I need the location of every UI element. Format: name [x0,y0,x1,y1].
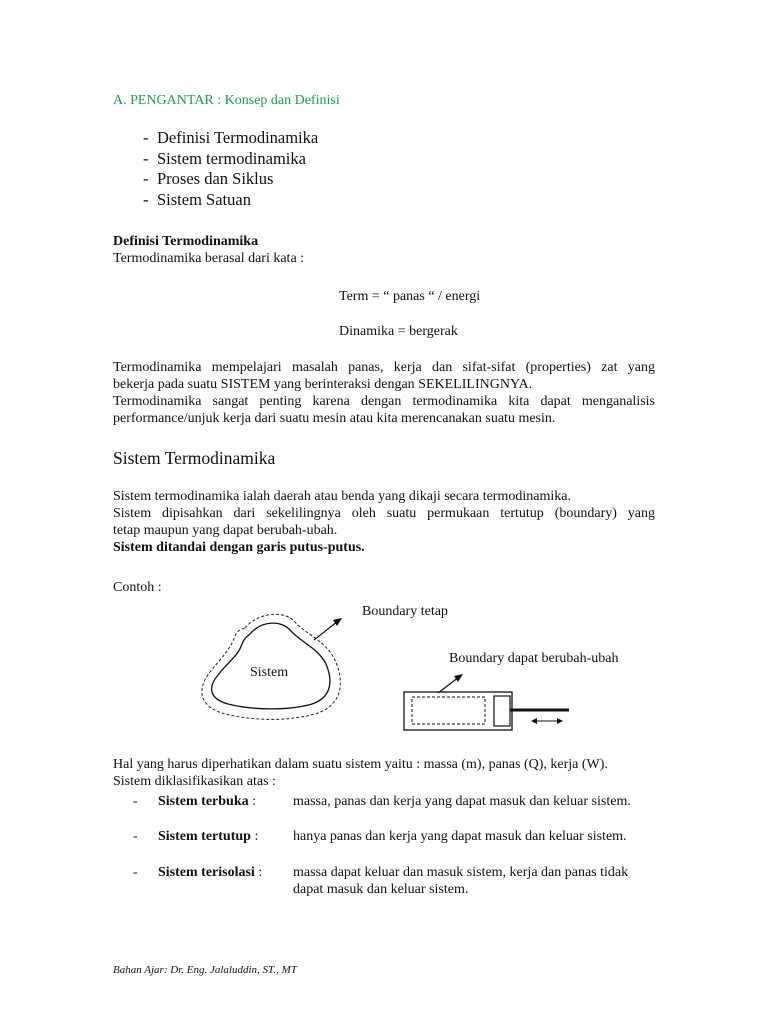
klasifikasi-intro-2: Sistem diklasifikasikan atas : [113,774,276,789]
solid-boundary [212,623,330,709]
paragraph-line: performance/unjuk kerja dari suatu mesin atau kita merencanakan suatu mesin. [113,411,556,426]
topic-label: Sistem Satuan [157,190,251,210]
classification-desc: massa dapat keluar dan masuk sistem, kerja dan panas tidak dapat masuk dan keluar sistem. [293,865,629,897]
definisi-intro: Termodinamika berasal dari kata : [113,251,305,266]
dinamika-equation: Dinamika = bergerak [339,324,458,339]
list-dash: - [143,169,149,189]
paragraph-line: bekerja pada suatu SISTEM yang berinteraksi dengan SEKELILINGNYA. [113,377,533,392]
section-heading: A. PENGANTAR : Konsep dan Definisi [113,93,340,108]
boundary-ubah-label: Boundary dapat berubah-ubah [449,651,619,666]
boundary-tetap-label: Boundary tetap [362,604,448,619]
classification-term: Sistem tertutup : [158,829,259,844]
piston [494,696,510,726]
arrowhead-left [531,718,537,724]
paragraph-line: Sistem dipisahkan dari sekelilingnya oleh suatu permukaan tertutup (boundary) yang [113,506,655,521]
term-equation: Term = “ panas “ / energi [339,289,481,304]
classification-desc: massa, panas dan kerja yang dapat masuk dan keluar sistem. [293,794,631,809]
paragraph-line: Termodinamika sangat penting karena dengan termodinamika kita dapat menganalisis [113,394,655,409]
arrowhead-right [557,718,563,724]
classification-term: Sistem terisolasi : [158,865,263,880]
sistem-label: Sistem [250,665,289,680]
arrowhead [454,674,463,682]
contoh-label: Contoh : [113,580,162,595]
list-dash: - [133,829,138,844]
arrow-line [438,677,459,693]
list-dash: - [143,128,149,147]
topic-label: Sistem termodinamika [157,148,306,168]
paragraph-line: tetap maupun yang dapat berubah-ubah. [113,523,338,538]
paragraph-line: Termodinamika mempelajari masalah panas, kerja dan sifat-sifat (properties) zat yang [113,360,655,375]
dashed-region [412,697,485,724]
dashed-boundary [202,614,341,719]
list-dash: - [143,190,149,210]
list-dash: - [143,148,149,168]
sistem-bold-line: Sistem ditandai dengan garis putus-putus. [113,540,365,555]
definisi-heading: Definisi Termodinamika [113,234,259,249]
list-dash: - [133,794,138,809]
classification-desc: hanya panas dan kerja yang dapat masuk dan keluar sistem. [293,829,627,844]
arrow-line [314,621,338,640]
arrowhead [333,618,342,626]
sistem-heading: Sistem Termodinamika [113,448,276,468]
paragraph-line: Sistem termodinamika ialah daerah atau benda yang dikaji secara termodinamika. [113,489,571,504]
klasifikasi-intro: Hal yang harus diperhatikan dalam suatu sistem yaitu : massa (m), panas (Q), kerja (W). [113,757,608,772]
topic-label: Definisi Termodinamika [157,128,319,147]
list-dash: - [133,865,138,880]
topic-label: Proses dan Siklus [157,169,274,189]
classification-term: Sistem terbuka : [158,794,257,809]
footer-credit: Bahan Ajar: Dr. Eng. Jalaluddin, ST., MT [113,964,297,976]
